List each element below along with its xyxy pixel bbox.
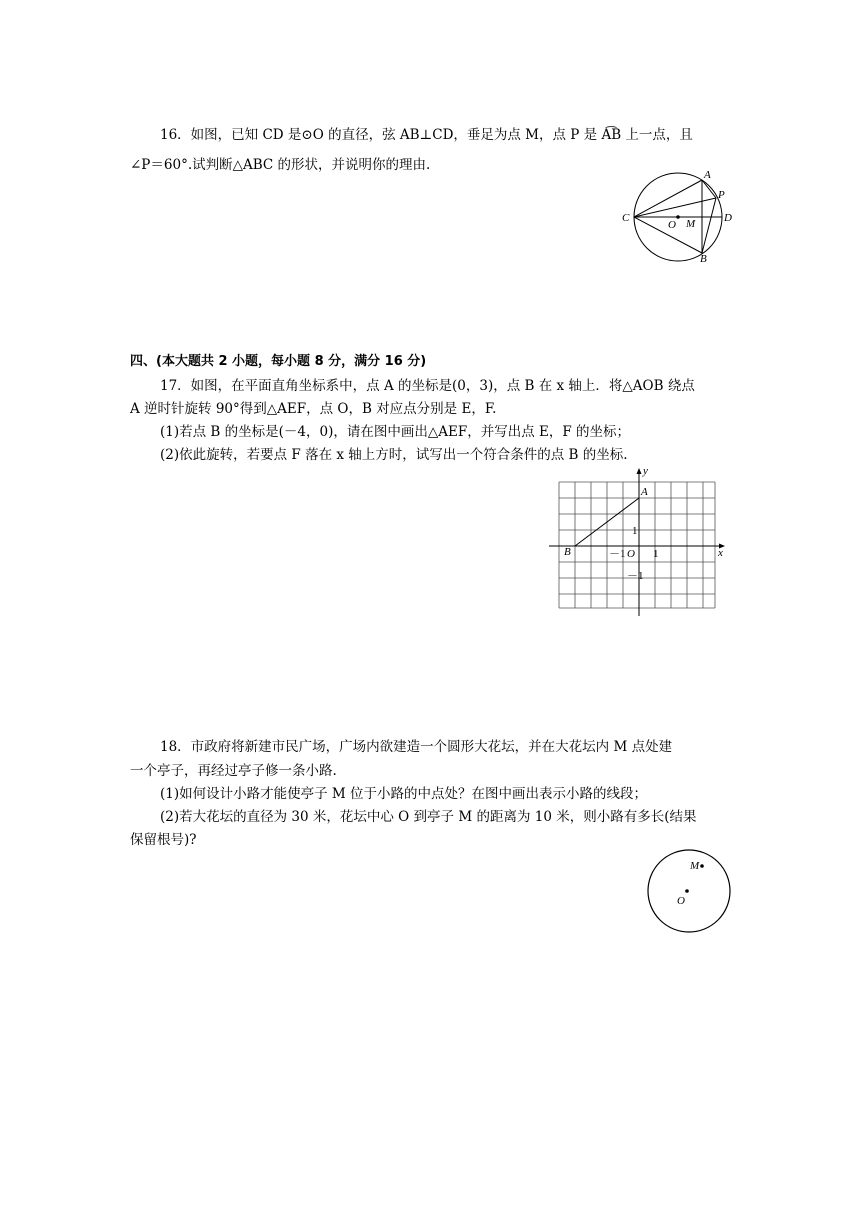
q17-line1: 17．如图，在平面直角坐标系中，点 A 的坐标是(0，3)，点 B 在 x 轴上．将△AOB 绕点 (160, 378, 695, 394)
point-b-label: B (564, 546, 571, 558)
axis-y-label: y (643, 465, 648, 477)
label-p: P (718, 189, 725, 201)
origin-label: O (627, 548, 635, 560)
tick-x-neg1: －1 (609, 548, 626, 560)
q18-flowerbed-figure (640, 848, 740, 940)
q16-circle-figure (620, 165, 740, 265)
label-d: D (724, 212, 732, 224)
section4-heading: 四、(本大题共 2 小题，每小题 8 分，满分 16 分) (130, 354, 427, 369)
label-a: A (704, 169, 711, 181)
label-c: C (622, 212, 630, 224)
q18-part2a: (2)若大花坛的直径为 30 米，花坛中心 O 到亭子 M 的距离为 10 米，则小路有多长(结果 (160, 809, 697, 825)
q18-line1: 18．市政府将新建市民广场，广场内欲建造一个圆形大花坛，并在大花坛内 M 点处建 (160, 739, 673, 755)
label-o: O (668, 219, 676, 231)
axis-x-label: x (718, 547, 723, 559)
q18-part1: (1)如何设计小路才能使亭子 M 位于小路的中点处？在图中画出表示小路的线段； (160, 786, 648, 802)
q18-line2: 一个亭子，再经过亭子修一条小路. (130, 763, 337, 779)
label-m: M (686, 218, 696, 230)
q16-line2: ∠P＝60°.试判断△ABC 的形状，并说明你的理由. (130, 157, 431, 173)
label-b: B (700, 253, 707, 265)
q17-part1: (1)若点 B 的坐标是(－4，0)，请在图中画出△AEF，并写出点 E，F 的坐标； (160, 424, 630, 440)
tick-x-1: 1 (653, 548, 659, 560)
q18-part2b: 保留根号)? (130, 832, 197, 848)
q17-coordinate-grid (545, 465, 735, 620)
q16-line1: 16．如图，已知 CD 是⊙O 的直径，弦 AB⊥CD，垂足为点 M，点 P 是 A͡B 上一点，且 (160, 127, 693, 143)
point-m-label: M (690, 860, 700, 872)
point-a-label: A (641, 486, 648, 498)
tick-y-neg1: －1 (627, 570, 644, 582)
point-o-label: O (677, 895, 685, 907)
q17-part2: (2)依此旋转，若要点 F 落在 x 轴上方时，试写出一个符合条件的点 B 的坐标. (160, 447, 628, 463)
q17-line2: A 逆时针旋转 90°得到△AEF，点 O，B 对应点分别是 E，F. (130, 401, 497, 417)
tick-y-1: 1 (632, 525, 638, 537)
